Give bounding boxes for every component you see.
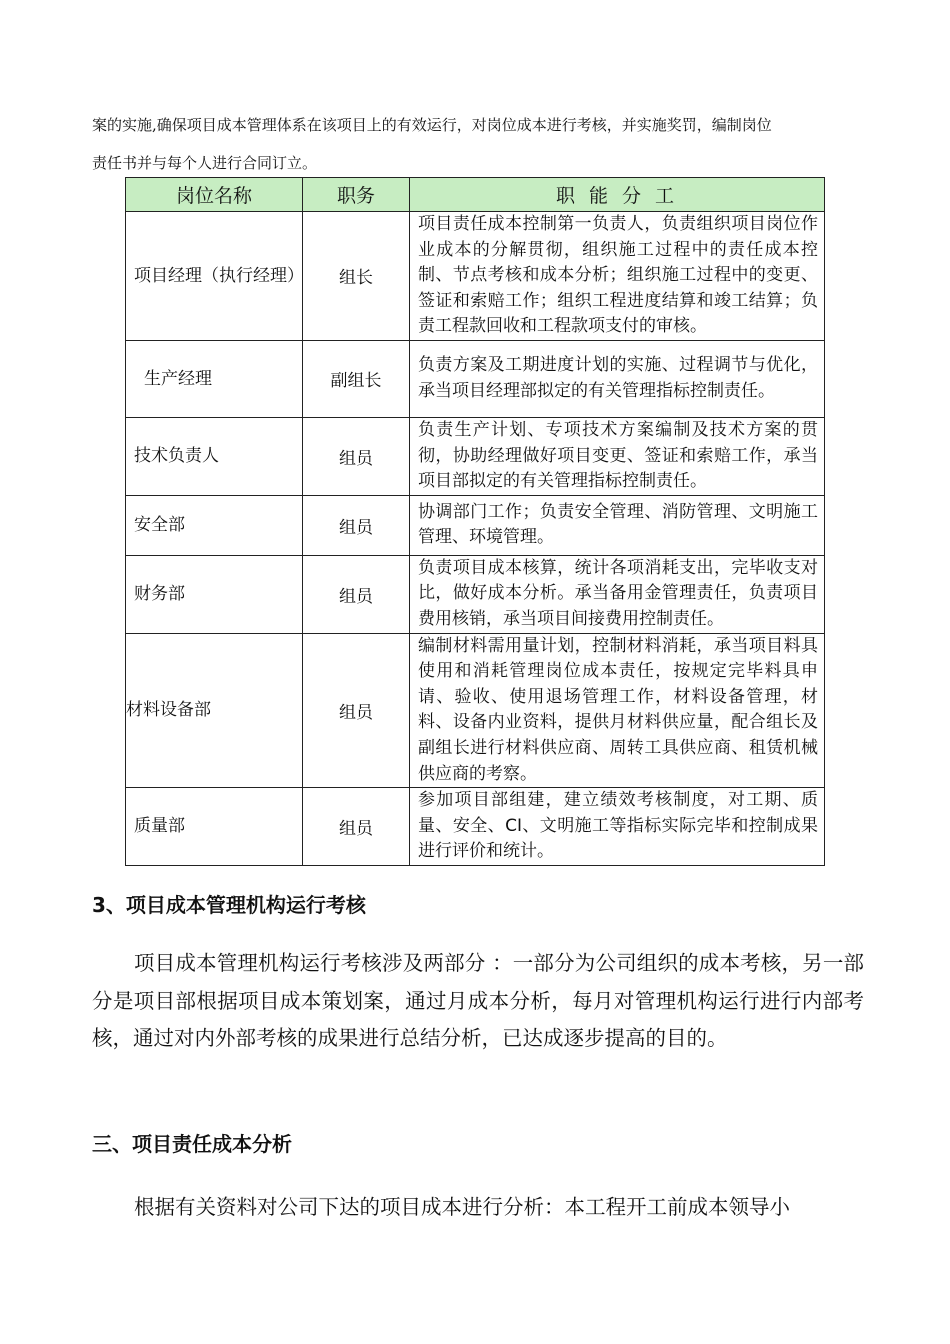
section-three-paragraph: 根据有关资料对公司下达的项目成本进行分析：本工程开工前成本领导小	[134, 1195, 790, 1219]
section-3-paragraph: 项目成本管理机构运行考核涉及两部分 ：一部分为公司组织的成本考核，另一部分是项目部根据项目成本策划案，通过月成本分析，每月对管理机构运行进行内部考核，通过对内外部考核的成果进行总结分析，已达成逐步提高的目的。	[92, 951, 864, 1050]
intro-line-2: 责任书并与每个人进行合同订立。	[92, 154, 318, 172]
position-role: 组员	[303, 633, 410, 788]
position-duty: 协调部门工作；负责安全管理、消防管理、文明施工管理、环境管理。	[410, 495, 825, 555]
table-row	[126, 495, 825, 555]
table-row	[126, 633, 825, 788]
position-name: 质量部	[126, 788, 303, 866]
table-row	[126, 555, 825, 633]
position-name: 安全部	[126, 495, 303, 555]
table-row	[126, 340, 825, 417]
position-name: 财务部	[126, 555, 303, 633]
position-name: 材料设备部	[126, 633, 303, 788]
table-row	[126, 788, 825, 866]
section-three-heading: 三、项目责任成本分析	[92, 1132, 292, 1156]
position-role: 组员	[303, 417, 410, 495]
position-role: 组员	[303, 555, 410, 633]
position-duty: 负责项目成本核算，统计各项消耗支出，完毕收支对比，做好成本分析。承当备用金管理责任，负责项目费用核销，承当项目间接费用控制责任。	[410, 555, 825, 633]
position-duty: 负责方案及工期进度计划的实施、过程调节与优化，承当项目经理部拟定的有关管理指标控制责任。	[410, 340, 825, 417]
position-duty: 项目责任成本控制第一负责人，负责组织项目岗位作业成本的分解贯彻，组织施工过程中的责任成本控制、节点考核和成本分析；组织施工过程中的变更、签证和索赔工作；组织工程进度结算和竣工结算；负责工程款回收和工程款项支付的审核。	[410, 212, 825, 341]
intro-line-1: 案的实施,确保项目成本管理体系在该项目上的有效运行，对岗位成本进行考核，并实施奖罚，编制岗位	[92, 116, 772, 134]
position-name: 技术负责人	[126, 417, 303, 495]
header-duty: 职 能 分 工	[410, 178, 825, 212]
header-role: 职务	[303, 178, 410, 212]
position-duty: 编制材料需用量计划，控制材料消耗，承当项目料具使用和消耗管理岗位成本责任，按规定完毕料具申请、验收、使用退场管理工作，材料设备管理，材料、设备内业资料，提供月材料供应量，配合组长及副组长进行材料供应商、周转工具供应商、租赁机械供应商的考察。	[410, 633, 825, 788]
position-role: 副组长	[303, 340, 410, 417]
position-role: 组员	[303, 788, 410, 866]
intro-text	[92, 106, 862, 182]
position-duty: 参加项目部组建，建立绩效考核制度，对工期、质量、安全、CI、文明施工等指标实际完毕和控制成果进行评价和统计。	[410, 788, 825, 866]
header-position-name: 岗位名称	[126, 178, 303, 212]
duty-table	[125, 177, 825, 866]
section-3-heading: 3、项目成本管理机构运行考核	[92, 893, 366, 917]
table-row	[126, 212, 825, 341]
position-role: 组长	[303, 212, 410, 341]
position-name: 生产经理	[126, 340, 303, 417]
position-name: 项目经理（执行经理）	[126, 212, 303, 341]
position-duty: 负责生产计划、专项技术方案编制及技术方案的贯彻，协助经理做好项目变更、签证和索赔工作，承当项目部拟定的有关管理指标控制责任。	[410, 417, 825, 495]
table-header-row	[126, 178, 825, 212]
table-row	[126, 417, 825, 495]
position-role: 组员	[303, 495, 410, 555]
